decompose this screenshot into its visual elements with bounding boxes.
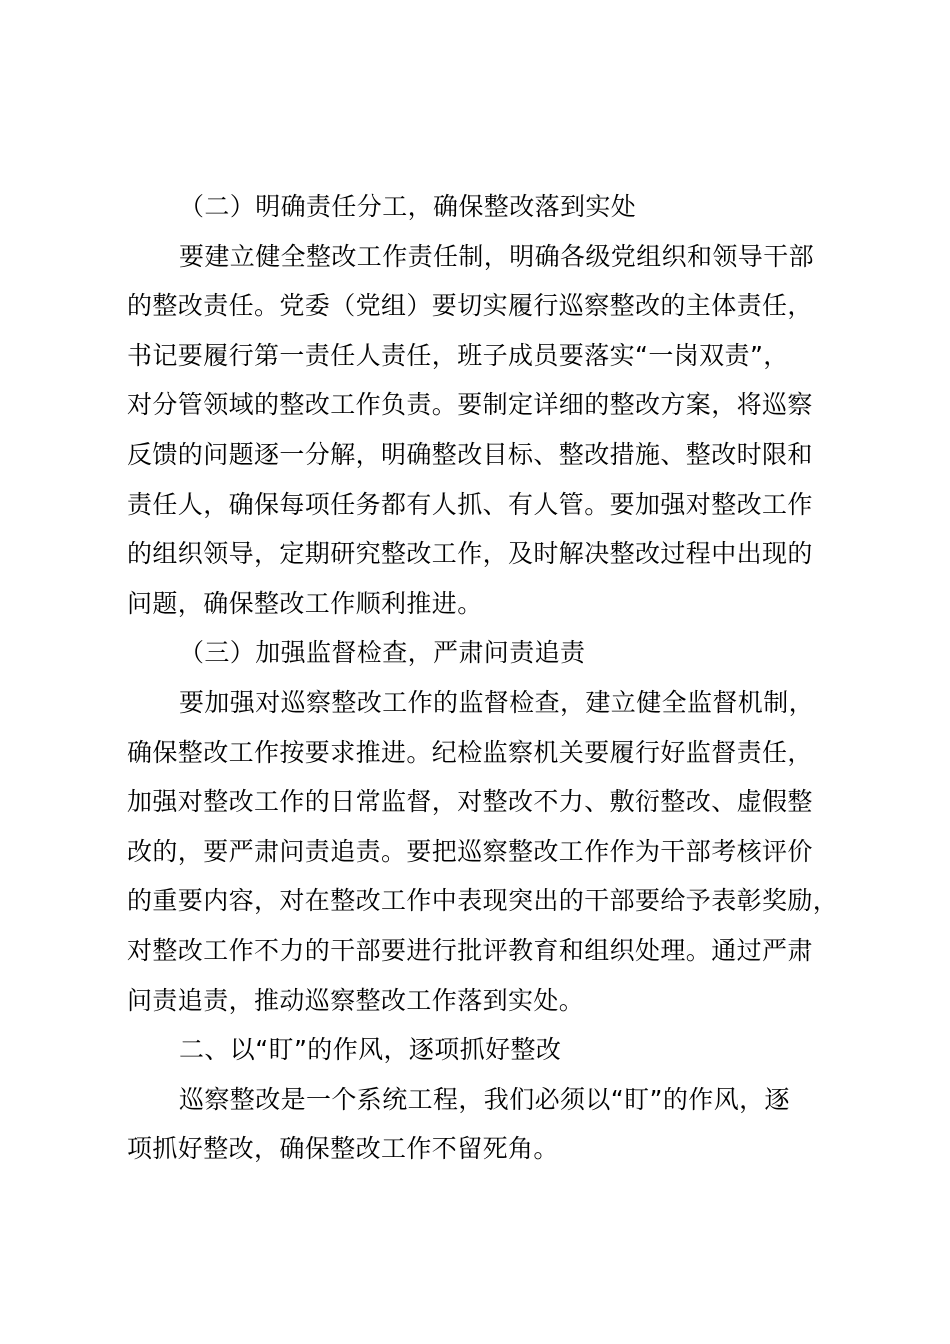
chapter-heading-2: 二、以“盯”的作风，逐项抓好整改 <box>179 1035 562 1065</box>
section-heading-3: （三）加强监督检查，严肃问责追责 <box>179 638 586 668</box>
section-heading-2: （二）明确责任分工，确保整改落到实处 <box>179 192 637 221</box>
paragraph-line: 反馈的问题逐一分解，明确整改目标、整改措施、整改时限和 <box>127 439 813 469</box>
paragraph-line: 责任人，确保每项任务都有人抓、有人管。要加强对整改工作 <box>127 489 813 519</box>
paragraph-line: 问题，确保整改工作顺利推进。 <box>127 588 483 618</box>
paragraph-line: 项抓好整改，确保整改工作不留死角。 <box>127 1134 559 1164</box>
paragraph-line: 对分管领域的整改工作负责。要制定详细的整改方案，将巡察 <box>127 390 813 420</box>
paragraph-line: 确保整改工作按要求推进。纪检监察机关要履行好监督责任， <box>127 737 813 767</box>
document-body <box>127 182 839 1174</box>
paragraph-line: 要加强对巡察整改工作的监督检查，建立健全监督机制， <box>179 687 815 717</box>
paragraph-line: 要建立健全整改工作责任制，明确各级党组织和领导干部 <box>179 241 815 271</box>
paragraph-line: 书记要履行第一责任人责任，班子成员要落实“一岗双责”， <box>127 340 789 370</box>
paragraph-line: 改的，要严肃问责追责。要把巡察整改工作作为干部考核评价 <box>127 836 813 866</box>
paragraph-line: 加强对整改工作的日常监督，对整改不力、敷衍整改、虚假整 <box>127 787 813 817</box>
paragraph-line: 的组织领导，定期研究整改工作，及时解决整改过程中出现的 <box>127 539 813 569</box>
paragraph-line: 巡察整改是一个系统工程，我们必须以“盯”的作风，逐 <box>179 1084 790 1114</box>
paragraph-line: 的整改责任。党委（党组）要切实履行巡察整改的主体责任， <box>127 291 813 321</box>
paragraph-line: 对整改工作不力的干部要进行批评教育和组织处理。通过严肃 <box>127 935 813 965</box>
paragraph-line: 问责追责，推动巡察整改工作落到实处。 <box>127 985 585 1015</box>
paragraph-line: 的重要内容，对在整改工作中表现突出的干部要给予表彰奖励， <box>127 886 839 916</box>
